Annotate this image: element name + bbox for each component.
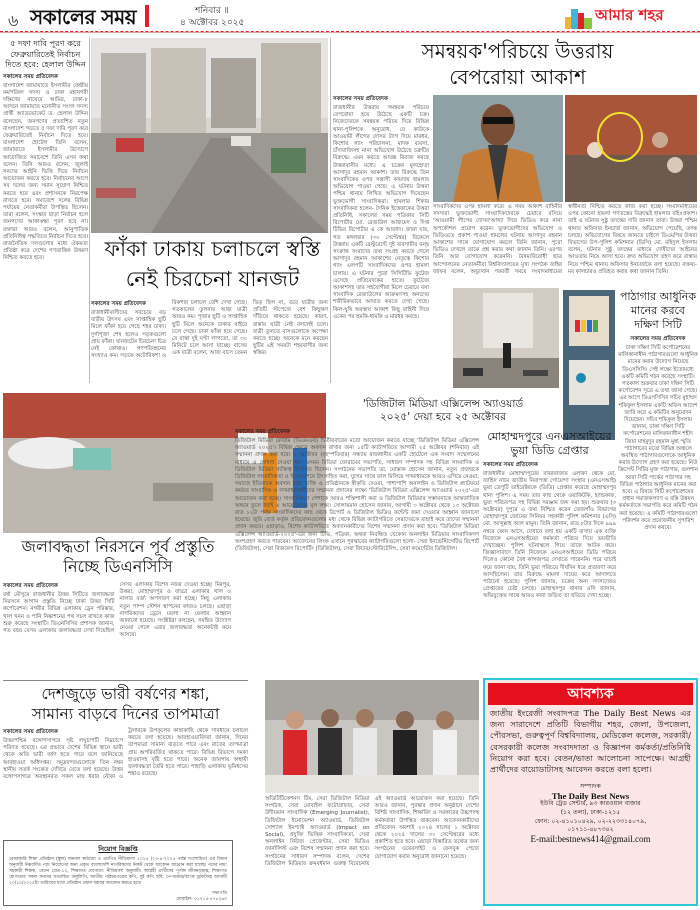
masthead-divider [145, 5, 149, 27]
headline-line: বেপরোয়া আকাশ [449, 65, 586, 89]
ad-phone-line: ০১৭১১-৪৮৭৩৪২ [567, 826, 614, 834]
ad-publication-name: The Daily Best News [551, 790, 630, 801]
issue-day: শনিবার ॥ [195, 6, 229, 16]
headline-line: মোহাম্মদপুরে এনএসআইয়ের [487, 430, 612, 443]
seized-items-photo [453, 288, 559, 388]
library-card-photo [563, 290, 615, 440]
story-byline: সকালের সময় প্রতিবেদক [3, 73, 58, 80]
issue-date: ৪ অক্টোবর ২০২৫ [180, 18, 245, 28]
waterlogging-headline[interactable] [3, 537, 233, 577]
ad-heading: আবশ্যক [488, 683, 693, 705]
akash-story-col1 [333, 95, 429, 385]
story-byline: সকালের সময় প্রতিবেদক [235, 429, 290, 435]
traffic-headline-line2[interactable] [100, 266, 325, 293]
tender-notice [3, 840, 233, 906]
akash-portrait-photo [433, 95, 563, 202]
ad-signatory-title: সম্পাদক [580, 783, 601, 791]
story-body: ঢাকা দক্ষিণ সিটি কর্পোরেশনের মালিকানাধীন পাঠাগারগুলো আধুনিক মানের করার উদ্যোগ নিয়েছে ডিএসসিসি। সেই লক্ষ্যে ইতোমধ্যে একটি কমিটি গঠন করেছে সংস্থাটি। গতকাল শুক্রবার ঢাকা দক্ষিণ সিটি কর্পোরেশন সূত্রে এ তথ্য জানা গেছে। এর আগে ডিএসসিসির সচিব মুহাম্মদ শফিকুল ইসলাম একটি অফিস আদেশ জারি করে এ কমিটির অনুমোদন দিয়েছেন। সচিব শফিকুল ইসলাম জানান, ঢাকা দক্ষিণ সিটি কর্পোরেশনের মালিকানাধীন শহীদ জিয়া মাহমুদুর রহমান মুন্না স্মৃতি পাঠাগারের মতো বিভিন্ন অঞ্চলে অবস্থিত পাঠাগারগুলোকে আধুনিক করার উদ্যোগ গ্রহণ করা হয়েছে। নিউ ক্রিসেন্ট সিটির মুক্ত পাঠাগার, গুলশান আরা সিটি পার্কের পাঠাগার সহ বিভিন্ন পাঠাগার আধুনিক মানের করা হবে। এ বিষয়ে সিটি কর্পোরেশনের প্রধান সমাজকল্যাণ ও বস্তি উন্নয়ন কর্মকর্তাকে সভাপতি করে কমিটি গঠন করা হয়েছে। এ কমিটি পাঠাগারগুলো পরিদর্শন করে প্রয়োজনীয় সুপারিশ প্রদান করবে। [618, 345, 698, 532]
story-body: রাজধানীর মোহাম্মদপুরের বাবরবাজার এলাকা থেকে মো. জাহিদ নামে জাতীয় নিরাপত্তা গোয়েন্দা সংস্থার (এনএসআই) ভুয়া ডেপুটি ডাইরেক্টরকে (ডিডি) গ্রেপ্তার করেছে মোহাম্মদপুর থানা পুলিশ। এ সময় তার কাছ থেকে ওয়াকিটকি, হ্যান্ডকাফ, ভুয়া পরিচয়পত্র সহ বিভিন্ন সরঞ্জাম জব্দ করা হয়। শুক্রবার (৩ অক্টোবর) দুপুরে এ তথ্য নিশ্চিত করেন তেজগাঁও বিভাগের মোহাম্মদপুর জোনের সিনিয়র সহকারী পুলিশ কমিশনার (এসি) মো. আব্দুল্লাহ আল মামুন। তিনি জানান, রাত ৮টার দিকে ৯৯৯ নম্বরে ফোন আসে, যেখানে বলা হয় একটি বাসায় এক ব্যক্তি নিজেকে এনএসআইয়ের কর্মকর্তা পরিচয় দিয়ে ভয়ভীতি দেখাচ্ছেন। পুলিশ ঘটনাস্থলে গিয়ে তাকে আটক করে। জিজ্ঞাসাবাদে তিনি নিজেকে এনএসআইয়ের ডিডি পরিচয় দিলেও কোনো বৈধ কাগজপত্র দেখাতে পারেননি। পরে যাচাই করে জানা যায়, তিনি ভুয়া পরিচয়ে দীর্ঘদিন ধরে প্রতারণা করে আসছিলেন। তার বিরুদ্ধে মামলা দায়ের করে আদালতে পাঠানো হয়েছে। পুলিশ জানায়, চক্রের অন্য সদস্যদেরও গ্রেপ্তারের চেষ্টা চলছে। মোহাম্মদপুর থানার ওসি জানান, অভিযুক্তের সাথে আরও কারা জড়িত তা খতিয়ে দেখা হচ্ছে। [483, 471, 616, 600]
newspaper-name-logo: সকালের সময় [30, 5, 137, 29]
ad-address-line: ইউবি ট্রেড সেন্টার, ৯৩ কারওয়ান বাজার [540, 800, 641, 808]
ad-email-link[interactable]: E-mail:bestnews414@gmail.com [530, 833, 651, 844]
story-body: ডিজিটাল মিডিয়া ফোরাম (ডিএমএফ) দ্বিতীয়বারের মতো আয়োজন করতে যাচ্ছে 'ডিজিটাল মিডিয়া এক্সিলেন্স অ্যাওয়ার্ড ২০২৫'। বিভিন্ন ক্ষেত্রে অবদান রাখার জন্য ১৫টি ক্যাটাগরিতে আগামী ২৫ অক্টোবর (শনিবার) এই সম্মাননা প্রদান করা হবে। ২ অক্টোবর (বৃহস্পতিবার) সন্ধ্যায় রাজধানীর একটি হোটেলে এক সংবাদ সম্মেলনের মাধ্যমে এ ঘোষণা দেওয়া হয়। এসময় মিডিয়া ফোরামের সভাপতি, সাধারণ সম্পাদক সহ বিভিন্ন সাংবাদিক ও ডিজিটাল মিডিয়া ব্যক্তিত্ব উপস্থিত ছিলেন। সংগঠনের সভাপতি ডা. মোস্তাক হোসেন জানান, নতুন প্রজন্মকে ডিজিটাল সাংবাদিকতা ও ইনোভেশনে উৎসাহিত করা, যুগের সাথে তাল মিলিয়ে গণমাধ্যমকে আরও এগিয়ে নেওয়া, সমাজে ইতিবাচক অবদান রাখা ব্যক্তি ও প্রতিষ্ঠানকে স্বীকৃতি দেওয়া, পাশাপাশি অনলাইন ও ডিজিটাল প্ল্যাটফর্মে কর্মরত সাংবাদিক ও গণমাধ্যমকর্মীদের সম্মাননা প্রদানের লক্ষ্যে 'ডিজিটাল মিডিয়া এক্সিলেন্স অ্যাওয়ার্ড ২০২৫'-এর আয়োজন করা হচ্ছে। সাংবাদিকতা পেশাকে আরও শক্তিশালী করা ও ডিজিটাল মিডিয়ার সম্ভাবনাকে আন্তর্জাতিক অঙ্গনে তুলে ধরাই এ আয়োজনের মূল লক্ষ্য। সোলায়মান হোসেন জানান, আগামী ৩ অক্টোবর থেকে ১৩ অক্টোবর রাত ১২টা পর্যন্ত সাংবাদিকদের কাছ থেকে রিপোর্ট ও ডিজিটাল ভিডিও কন্টেন্ট জমা দেওয়ার আহ্বান জানানো হয়েছে। জুরি বোর্ড কর্তৃক প্রতিবেদনগুলোর মধ্য থেকে বিভিন্ন ক্যাটাগরিতে সেরাদেরকে বাছাই করে তাদের সম্মাননা প্রদান করবে। এছাড়াও, বিশেষ ক্যাটাগরিতে অবদানকারীদের বিশেষ সম্মাননা প্রদান করা হবে। 'ডিজিটাল মিডিয়া এক্সিলেন্স অ্যাওয়ার্ড-২০২৫'-এর জন্য টিভি, পত্রিকা, অথবা নিবন্ধিত যেকোন অনলাইন মিডিয়ার সাংবাদিকগণ অংশগ্রহণ করতে পারবেন। আবেদনের লিংক এখানে পুরস্কারের ক্যাটাগরিগুলো হলো- সেরা ইনভেস্টিগেটিভ রিপোর্ট (ডিজিটাল), সেরা বিজনেস রিপোর্টিং (ডিজিটাল), সেরা ফিচার/স্টোরিটেলিং, সেরা কমেন্টেটর ডিজিটাল। [235, 438, 479, 553]
story-headline[interactable]: ৫ দফা দাবি পূরণ করে ফেব্রুয়ারিতেই নির্বাচন দিতে হবে: হেলাল উদ্দিন [5, 38, 86, 69]
column-divider [330, 38, 331, 383]
award-headline[interactable] [333, 398, 553, 424]
story-headline[interactable] [483, 430, 616, 458]
notice-signatory-detail: মোবাইল- ০১৭১৫-৫৭৮২৬০ [176, 897, 227, 902]
headline-line: ফাঁকা ঢাকায় চলাচলে স্বস্তি [104, 237, 321, 261]
ad-address-line: (১২ তলা), ঢাকা-১২১৫ [560, 809, 621, 816]
story-byline: সকালের সময় প্রতিবেদক [91, 301, 146, 307]
page-number: ৬ [8, 11, 19, 30]
headline-line: সামান্য বাড়বে দিনের তাপমাত্রা [31, 705, 220, 723]
notice-title: নিয়োগ বিজ্ঞপ্তি [98, 845, 138, 853]
story-byline: সকালের সময় প্রতিবেদক [3, 729, 58, 735]
job-advertisement [483, 678, 698, 906]
headline-line: নেই চিরচেনা যানজট [125, 267, 300, 291]
story-byline: সকালের সময় প্রতিবেদক [630, 336, 686, 342]
library-card-image [563, 290, 615, 440]
story-byline: সকালের সময় প্রতিবেদক [3, 583, 58, 589]
section-logo [565, 4, 664, 29]
masthead-rule [0, 31, 700, 33]
seized-items-image [453, 288, 559, 388]
story-body: বাংলাদেশ জামায়াতে ইসলামীর কেন্দ্রীয় কর্মপরিষদ সদস্য ও ঢাকা মহানগরী দক্ষিণের নায়েবে আমির, ঢাকা-৮ আসনে জামায়াত মনোনীত সংসদ সদস্য প্রার্থী অ্যাডভোকেট ড. হেলাল উদ্দিন বলেছেন, জনগণের প্রত্যাশিত নতুন বাংলাদেশ গড়তে ৫ দফা দাবি পূরণ করে ফেব্রুয়ারিতেই নির্বাচন দিতে হবে। বাংলাদেশ হোটেল তিনি বলেন, জামায়াতে ইসলামীর উদ্যোগে আয়োজিত সমাবেশে তিনি এসব কথা বলেন। তিনি আরও বলেন, জুলাই সনদের আইনি ভিত্তি দিয়ে নির্বাচন আয়োজন করতে হবে। নির্বাচনের আগে সব দলের জন্য সমান সুযোগ নিশ্চিত করতে হবে এবং প্রশাসনকে নিরপেক্ষ রাখতে হবে। সমাবেশে দলের বিভিন্ন পর্যায়ের নেতাকর্মীরা উপস্থিত ছিলেন। তারা বলেন, সংস্কার ছাড়া নির্বাচন হলে জনগণের আকাঙ্ক্ষা পূরণ হবে না। বক্তারা আরও বলেন, আনুপাতিক প্রতিনিধিত্ব পদ্ধতিতে নির্বাচন দিতে হবে। রাজনৈতিক দলগুলোর মধ্যে ঐকমত্য প্রতিষ্ঠা করে দেশের গণতান্ত্রিক উত্তরণ নিশ্চিত করতে হবে। [3, 82, 88, 262]
notice-signatory: সভাপতি [212, 891, 227, 896]
headline-line: দেশজুড়ে ভারী বর্ষণের শঙ্কা, [41, 685, 210, 703]
story-byline: সকালের সময় প্রতিবেদক [333, 96, 388, 102]
traffic-headline[interactable] [100, 236, 325, 263]
masthead [0, 0, 700, 31]
award-story-body [235, 428, 479, 668]
akash-headline[interactable] [340, 38, 695, 90]
award-story-continued: অডিটিটিকেশনস টিম, সেরা ডিজিটাল মিডিয়া সংগঠক, সেরা মোবাইল ফটোগ্রাফার, সেরা উদীয়মান সাংবাদিক (Emerging Journalist), ডিজিটাল ইনোভেশন অ্যাওয়ার্ড, ডিজিটাল সোশ্যাল ইমপ্যাক্ট অ্যাওয়ার্ড (Impact on Social), প্রযুক্তি ভিত্তিক সাংবাদিকতা, সেরা অনলাইন নিউজ প্রেজেন্টার, সেরা ভিডিও জার্নালিস্ট এবং বিশেষ সম্মাননা প্রদান করা হবে। সংগঠনের সাধারণ সম্পাদক বলেন, দেশের ডিজিটাল মিডিয়ার ক্রমবর্ধমান গুরুত্ব বিবেচনায় এই অ্যাওয়ার্ড আয়োজন করা হয়েছে। তিনি আরও জানান, পুরস্কার প্রদান অনুষ্ঠানে দেশের বিশিষ্ট সাংবাদিক, শিক্ষাবিদ ও সরকারের উচ্চপদস্থ কর্মকর্তারা উপস্থিত থাকবেন। আবেদনকারীদের প্রতিবেদন অবশ্যই ২০২৪ সালের ১ অক্টোবর থেকে ২০২৫ সালের ৩০ সেপ্টেম্বরের মধ্যে প্রকাশিত হতে হবে। এছাড়া বিস্তারিত তথ্যের জন্য সংগঠনের ওয়েবসাইট ও ফেসবুক পেজে যোগাযোগ করার অনুরোধ জানানো হয়েছে। [265, 796, 479, 867]
ad-contact [485, 783, 696, 843]
story-helal [3, 38, 88, 383]
headline-line: সমন্বয়ক'পরিচয়ে উত্তরায় [421, 39, 614, 63]
notice-body: বেসরকারি শিক্ষা প্রতিষ্ঠান (স্কুল) জনবল কাঠামো ও এমপিও নীতিমালা ২০২৫ (২৩-৪-২০২৫ পর্যন্ত সংশোধিত) এর বিধান অনুযায়ী নিম্নবর্ণিত পদে নিয়োগের জন্য প্রকৃত বাংলাদেশি নাগরিকদের নিকট থেকে আবেদন আহ্বান করা যাচ্ছে। পদের নাম: সহকারী শিক্ষক, বেতন গ্রেড-১০, শিক্ষাগত যোগ্যতা: নীতিমালা অনুযায়ী। আগ্রহী প্রার্থীদের পূর্ণাঙ্গ জীবনবৃত্তান্ত, শিক্ষাগত যোগ্যতার সকল সনদের সত্যায়িত অনুলিপি, জাতীয় পরিচয়পত্রের কপি, দুই কপি ছবি, পে-অর্ডার/ব্যাংক ড্রাফটসহ আগামী ২০/১০/২০২৫ইং তারিখের মধ্যে প্রতিষ্ঠান প্রধান বরাবর আবেদন করতে হবে। [9, 857, 227, 886]
headline-line: 'ডিজিটাল মিডিয়া এক্সিলেন্স অ্যাওয়ার্ড [362, 398, 524, 410]
ad-body: জাতীয় ইংরেজী সংবাদপত্র The Daily Best News এর জন্য সারাদেশে প্রতিটি বিভাগীয় শহর, জেলা, উপজেলা, পৌরসভা, গুরুত্বপূর্ণ বিশ্ববিদ্যালয়, মেডিকেল কলেজ, সরকারী/বেসরকারী কলেজ সংবাদদাতা ও বিজ্ঞাপন কর্মকর্তা/প্রতিনিধি নিয়োগ করা হবে। বেতন/ভাতা আলোচনা সাপেক্ষে। আগ্রহী প্রার্থীদের বায়োডাটাসহ আবেদন করতে বলা হলো। [490, 708, 691, 775]
group-photo-image [265, 680, 479, 793]
traffic-story-body [91, 300, 328, 385]
column-divider [89, 38, 90, 383]
story-body: বর্ষা মৌসুমে রাজধানীর উত্তর সিটিতে জলাবদ্ধতা নিরসনে আগাম প্রস্তুতি নিচ্ছে ঢাকা উত্তর সিটি কর্পোরেশন। নগরীর বিভিন্ন এলাকায় ড্রেন পরিষ্কার, খাল খনন ও পানি নিষ্কাশনের পথ সচল রাখতে কাজ শুরু করেছে সংস্থাটি। ডিএনসিসির প্রশাসক জানান, গত বছর যেসব এলাকায় জলাবদ্ধতা দেখা দিয়েছিল সেসব এলাকায় বিশেষ নজর দেওয়া হচ্ছে। মিরপুর, উত্তরা, মোহাম্মদপুর ও বাড্ডা এলাকার খাল ও নালার বর্জ্য অপসারণ করা হচ্ছে। কিছু এলাকায় নতুন পাম্প স্টেশন স্থাপনের কাজও চলছে। এছাড়া নাগরিকদের ড্রেনে ময়লা না ফেলার আহ্বান জানানো হয়েছে। সংশ্লিষ্টরা বলছেন, সমন্বিত উদ্যোগ নেওয়া গেলে এবার জলাবদ্ধতা অনেকটাই কমে আসবে। [3, 582, 231, 639]
story-body: উত্তরপশ্চিম বঙ্গোপসাগরে সৃষ্ট লঘুচাপটি নিম্নচাপে পরিণত হয়েছে। এর প্রভাবে দেশের বিভিন্ন স্থানে ভারী থেকে অতি ভারী বর্ষণ হতে পারে বলে জানিয়েছে আবহাওয়া অধিদপ্তর। সমুদ্রবন্দরগুলোকে তিন নম্বর স্থানীয় সতর্ক সংকেত দেখিয়ে যেতে বলা হয়েছে। উত্তর বঙ্গোপসাগরে অবস্থানরত সকল মাছ ধরার নৌকা ও ট্রলারকে উপকূলের কাছাকাছি থেকে সাবধানে চলাচল করতে বলা হয়েছে। আবহাওয়াবিদরা জানান, দিনের তাপমাত্রা সামান্য বাড়তে পারে এবং রাতের তাপমাত্রা প্রায় অপরিবর্তিত থাকতে পারে। বিভিন্ন বিভাগে দমকা হাওয়াসহ বৃষ্টি হতে পারে। অনেক জায়গায় অস্থায়ী জলাবদ্ধতা তৈরি হতে পারে। পাহাড়ি এলাকায় ভূমিধসের শঙ্কাও রয়েছে। [3, 728, 248, 781]
cctv-footage-photo [565, 95, 697, 202]
ad-phone-line: ফোন: ০২-৪১০১০৪২৯, ০২-২২৩৩১৪০৭৯, [534, 817, 647, 825]
story-body: রাজধানীবাসীদের সবচেয়ে বড় বাড়ীয় উৎসব এবং সাপ্তাহিক ছুটি মিলে ফাঁকা হয়ে গেছে শহর ঢাকা। দুর্গাপূজা শেষ হলেও সড়কগুলো প্রায় ফাঁকা। যানজটের চিরচেনা চিত্র নেই কোথাও। গণপরিবহনের সংখ্যাও কম। সড়কে অটোরিকশা ও রিকশার চলাচল বেশি দেখা গেছে। গতকালের তুলনায় আজ যাত্রী আরও কম। পূজার ছুটি ও সাপ্তাহিক ছুটি মিলে অনেকে ঢাকার বাইরে চলে গেছে। ঢাকা ফাঁকা হয়ে গেছে। যে রাস্তা দুই ঘণ্টা লাগতো, তা ৩০ মিনিটে চলে আসা যাচ্ছে। বাসের এক যাত্রী বলেন, আজ বাসে তেমন ভিড় ছিল না, তবে যাত্রীর জন্য প্রতিটি স্টপেজে বেশ কিছুক্ষণ দাঁড়িয়ে থাকতে হয়েছে। কারণ, রাস্তায় যাত্রী নেই বললেই চলে। যাত্রী তুলতে বাসগুলোকে অপেক্ষা করতে হচ্ছে। অনেকে মনে করছেন ছুটির এই সময়টা শহরবাসীর জন্য স্বস্তির। [91, 300, 328, 360]
section-title: আমার শহর [595, 6, 664, 24]
waterlogging-story-body [3, 582, 231, 674]
akash-story-continued: সাংবাদিকদের ওপর হামলা করে। এ সময় আকাশ বাহিনীর সদস্যরা ভুক্তভোগী সাংবাদিকদেরকে চেয়ারে বসিয়ে 'আওয়ামী লীগের দোসর'আখ্যা দিয়ে ভিডিও করে নানা অপকৌশল প্রয়োগ করেন। ভুক্তভোগীদের অভিযোগ ও ভিডিওতে প্রকাশ পাওয়া হামলের ঘটনায় আসাদুর রহমান আকাশের সাথে যোগাযোগ করলে তিনি জানান, পুরো ভিডিও দেখলে তাকে প্রশ্ন করার কথা জানান তিনি। এরপর তিনি আর যোগাযোগ করেননি। বৈষম্যবিরোধী ছাত্র আন্দোলনের নেতাকর্মীরা বিশ্ববিদ্যালয়ের মুখ্য সংগঠক জহির জাফর বলেন, অভ্যুত্থান পরবর্তী সময়ে সংবাদমাধ্যমের স্বাধীনতা নিশ্চিত করতে কাজ করা হচ্ছে। সংবাদমাধ্যমের ওপর কোনো হামলা গণতন্ত্রের বিরুদ্ধেই হামলার বহিঃপ্রকাশ। তাই এ ঘটনার সুষ্ঠু তদন্তের দাবি জানান তারা। উত্তরা পশ্চিম থানার অফিসার ইনচার্জ জানান, অভিযোগ পেয়েছি, তদন্ত চলছে। অভিযোগের বিষয়ে জানতে চাইলে ডিএমপির উত্তরা বিভাগের উপ-পুলিশ কমিশনার (ডিসি) মো. মহিদুল ইসলাম বলেন, ঘটনার সুষ্ঠু তদন্তের মাধ্যমে দোষীদের আইনের আওতায় নিয়ে আসা হবে। দ্রুত অভিযোগ গ্রহণ করে রাস্তায় নিয়ে পশ্চিম থানায় অফিসার ইনচার্জকে বলা হয়েছে। বক্তব্য- মব কালচারও প্রতিহত করার কথা জানান তিনি। [433, 204, 697, 275]
headline-line: ২০২৫' দেয়া হবে ২৫ অক্টোবর [379, 411, 507, 423]
rain-story-body [3, 728, 248, 836]
story-body: রাজধানীর উত্তরায় সমন্বয়ক পরিচয়ে বেপরোয়া হয়ে উঠেছে একটি চক্র। নিজেদেরকে সমন্বয়ক পরিচয় দিয়ে বিভিন্ন থানা-পুলিশকে অনুরোধ, যে কাউকে আওয়ামী লীগের দোসর ট্যাগ দিয়ে মারধর, কিশোর গ্যাং পরিচালনা, মাদক ব্যবসা, চাঁদাবাজিসহ নানা অভিযোগ উঠেছে চক্রটির বিরুদ্ধে। এমন করতে আতঙ্ক বিরাজ করছে উত্তরাবাসীর মধ্যে। এ চক্রের মূলহোতা আসাদুর রহমান আকাশ। তার বিরুদ্ধে তিন সাংবাদিকের ওপর সন্ত্রাসী কায়দায় হামলার অভিযোগ পাওয়া গেছে। এ ঘটনায় উত্তরা পশ্চিম থানায় লিখিত অভিযোগ দিয়েছেন ভুক্তভোগী সাংবাদিকরা। হামলার শিকার সাংবাদিকরা হলেন- দৈনিক ইত্তেফাকের উত্তরা প্রতিনিধি, সকালের সময় পত্রিকার সিটি রিপোর্টার মো. রেজাউল আজমেদ ও দিপ্ত টিভির রিপোর্টার এ কে আজাদ। জানা যায়, গত মঙ্গলবার (৩০ সেপ্টেম্বর) বিকেলে উত্তরায় একটি রেস্টুরেন্টে দুই ব্যবসায়ীর দ্বন্দ্ব সংক্রান্ত সংবাদের তথ্য সংগ্রহ করতে গেলে আসাদুর রহমান আকাশের নেতৃত্বে কিশোর গ্যাং এলপটি সাংবাদিকদের ওপর হামলা চালায়। এ ঘটনার পুরো সিসিটিভি ফুটেজ এসেছে প্রতিবেদকের হাতে। ফুটেজে আকাশসহ তার সহযোগীরা মিলে চেয়ারে বসা সাংবাদিক রেজাউলের আক্রমণসহ অন্যদের শারীরিকভাবে আঘাত করতে দেখা গেছে। কিল-ঘুষি অবস্থায় আকাশ কিছু বাহিনী দিয়ে একের পর হুমকি-ধামকি ও মারধর করছে। [333, 105, 429, 320]
restaurant-footage-image [565, 95, 697, 202]
award-group-photo [265, 680, 479, 793]
section-divider [3, 680, 248, 681]
library-story [618, 290, 698, 670]
headline-line: জলাবদ্ধতা নিরসনে পূর্ব প্রস্তুতি [21, 537, 215, 556]
traffic-photo [91, 38, 328, 233]
empty-road-image [91, 38, 328, 233]
city-buildings-icon [565, 9, 593, 29]
person-portrait-image [433, 95, 563, 202]
fake-si-story [483, 430, 616, 673]
story-headline[interactable]: পাঠাগার আধুনিক মানের করবে দক্ষিণ সিটি [619, 290, 697, 331]
headline-line: ভুয়া ডিডি গ্রেপ্তার [510, 444, 589, 457]
rain-headline[interactable] [3, 684, 248, 724]
notice-signature [9, 891, 227, 903]
headline-line: নিচ্ছে ডিএনসিসি [63, 557, 173, 576]
story-byline: সকালের সময় প্রতিবেদক [483, 462, 538, 468]
